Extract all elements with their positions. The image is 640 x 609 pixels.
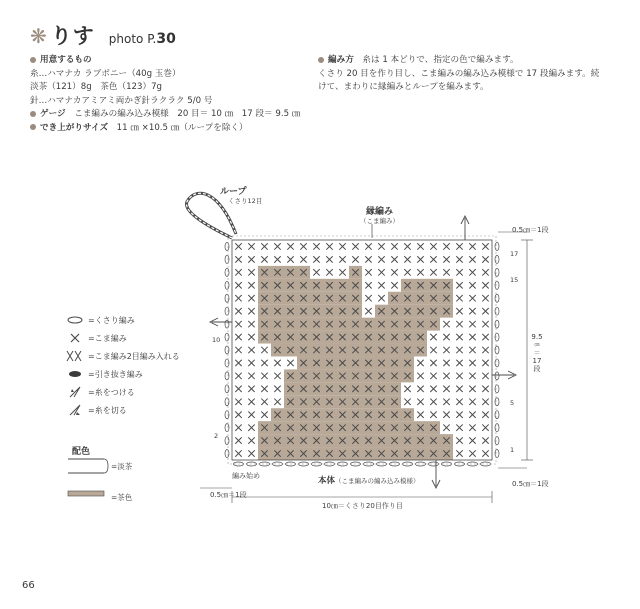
single-crochet-mark <box>300 256 306 262</box>
single-crochet-mark <box>339 256 345 262</box>
edge-sub-label: （こま編み） <box>360 217 399 225</box>
single-crochet-mark <box>443 360 449 366</box>
turning-chain-mark <box>495 346 499 354</box>
single-crochet-mark <box>430 256 436 262</box>
edge-label: 縁編み <box>366 207 394 217</box>
single-crochet-mark <box>482 437 488 443</box>
single-crochet-mark <box>417 373 423 379</box>
single-crochet-mark <box>443 243 449 249</box>
single-crochet-mark <box>456 360 462 366</box>
single-crochet-mark <box>248 243 254 249</box>
legend-label: =こま編み <box>88 333 127 343</box>
single-crochet-mark <box>469 334 475 340</box>
turning-chain-mark <box>225 320 229 328</box>
single-crochet-mark <box>287 256 293 262</box>
single-crochet-mark <box>261 386 267 392</box>
single-crochet-mark <box>482 386 488 392</box>
turning-chain-mark <box>495 437 499 445</box>
single-crochet-mark <box>391 256 397 262</box>
legend-label: =糸を切る <box>88 405 127 415</box>
method-line1: 糸は 1 本どりで、指定の色で編みます。 <box>362 55 519 65</box>
single-crochet-mark <box>248 321 254 327</box>
single-crochet-mark <box>469 386 475 392</box>
single-crochet-mark <box>456 295 462 301</box>
single-crochet-mark <box>365 295 371 301</box>
single-crochet-mark <box>456 321 462 327</box>
single-crochet-mark <box>391 243 397 249</box>
single-crochet-mark <box>482 373 488 379</box>
single-crochet-mark <box>456 412 462 418</box>
single-crochet-mark <box>235 437 241 443</box>
single-crochet-mark <box>352 243 358 249</box>
single-crochet-mark <box>326 269 332 275</box>
turning-chain-mark <box>495 320 499 328</box>
arrow-up <box>461 216 469 240</box>
page-title: りす <box>50 24 95 48</box>
turning-chain-mark <box>225 450 229 458</box>
corner-bottom-right-label: 0.5㎝＝1段 <box>512 480 549 488</box>
single-crochet-mark <box>443 347 449 353</box>
legend-label: =引き抜き編み <box>88 369 143 379</box>
single-crochet-mark <box>417 412 423 418</box>
single-crochet-mark <box>378 269 384 275</box>
materials-colors: 淡茶（121）8g 茶色（123）7g <box>30 82 162 93</box>
single-crochet-mark <box>482 399 488 405</box>
single-crochet-mark <box>404 399 410 405</box>
gauge-text: こま編みの編み込み模様 20 目＝ 10 ㎝ 17 段＝ 9.5 ㎝ <box>74 109 301 120</box>
single-crochet-mark <box>261 243 267 249</box>
single-crochet-mark <box>235 424 241 430</box>
single-crochet-mark <box>261 399 267 405</box>
single-crochet-mark <box>235 243 241 249</box>
single-crochet-mark <box>469 399 475 405</box>
single-crochet-mark <box>482 256 488 262</box>
row-label-15: 15 <box>510 276 519 284</box>
single-crochet-mark <box>391 282 397 288</box>
single-crochet-mark <box>287 243 293 249</box>
single-crochet-mark <box>482 269 488 275</box>
single-crochet-mark <box>482 334 488 340</box>
single-crochet-mark <box>378 256 384 262</box>
single-crochet-mark <box>248 450 254 456</box>
single-crochet-mark <box>391 269 397 275</box>
single-crochet-mark <box>261 256 267 262</box>
single-crochet-mark <box>287 360 293 366</box>
single-crochet-mark <box>469 450 475 456</box>
loop-label: ループ <box>220 187 247 197</box>
single-crochet-mark <box>248 386 254 392</box>
single-crochet-mark <box>456 424 462 430</box>
single-crochet-mark <box>235 321 241 327</box>
single-crochet-mark <box>469 437 475 443</box>
single-crochet-mark <box>365 256 371 262</box>
single-crochet-mark <box>443 373 449 379</box>
corner-bottom-left-label: 0.5㎝＝1段 <box>210 491 247 499</box>
single-crochet-mark <box>235 399 241 405</box>
turning-chain-mark <box>225 281 229 289</box>
single-crochet-mark <box>235 295 241 301</box>
single-crochet-mark <box>482 308 488 314</box>
single-crochet-mark <box>456 347 462 353</box>
single-crochet-mark <box>430 347 436 353</box>
turning-chain-mark <box>225 398 229 406</box>
single-crochet-mark <box>417 243 423 249</box>
single-crochet-mark <box>235 360 241 366</box>
turning-chain-mark <box>225 437 229 445</box>
single-crochet-mark <box>469 347 475 353</box>
single-crochet-mark <box>235 412 241 418</box>
single-crochet-mark <box>430 386 436 392</box>
single-crochet-mark <box>248 334 254 340</box>
single-crochet-mark <box>456 269 462 275</box>
single-crochet-mark <box>443 399 449 405</box>
single-crochet-mark <box>430 373 436 379</box>
materials-heading: 用意するもの <box>40 55 92 65</box>
single-crochet-mark <box>482 360 488 366</box>
single-crochet-mark <box>482 282 488 288</box>
single-crochet-mark <box>248 437 254 443</box>
turning-chain-mark <box>225 359 229 367</box>
single-crochet-mark <box>378 243 384 249</box>
height-label-part: ＝ <box>533 349 541 357</box>
single-crochet-mark <box>339 243 345 249</box>
single-crochet-mark <box>469 308 475 314</box>
height-label-part: 9.5 <box>531 333 543 341</box>
single-crochet-mark <box>482 243 488 249</box>
single-crochet-mark <box>235 269 241 275</box>
photo-page: 30 <box>156 31 176 47</box>
turning-chain-mark <box>495 385 499 393</box>
single-crochet-mark <box>456 308 462 314</box>
snowflake-icon: ❋ <box>30 24 47 48</box>
single-crochet-mark <box>261 412 267 418</box>
single-crochet-mark <box>261 347 267 353</box>
height-label <box>530 333 544 373</box>
color-legend-heading: 配色 <box>72 447 91 457</box>
single-crochet-mark <box>274 373 280 379</box>
single-crochet-mark <box>248 424 254 430</box>
single-crochet-mark <box>248 256 254 262</box>
single-crochet-mark <box>469 256 475 262</box>
row-label-2: 2 <box>214 432 219 440</box>
single-crochet-mark <box>235 282 241 288</box>
single-crochet-mark <box>235 308 241 314</box>
size-text: 11 ㎝ ×10.5 ㎝（ループを除く） <box>116 122 248 133</box>
single-crochet-mark <box>248 373 254 379</box>
single-crochet-mark <box>456 243 462 249</box>
turning-chain-mark <box>225 424 229 432</box>
single-crochet-mark <box>248 360 254 366</box>
materials-yarn: 糸…ハマナカ ラブボニー（40g 玉巻） <box>30 68 181 79</box>
single-crochet-mark <box>482 347 488 353</box>
single-crochet-mark <box>235 386 241 392</box>
single-crochet-mark <box>313 269 319 275</box>
single-crochet-mark <box>378 282 384 288</box>
body-sub-label: （こま編みの編み込み模様） <box>335 477 420 485</box>
single-crochet-mark <box>417 269 423 275</box>
single-crochet-mark <box>456 282 462 288</box>
legend-label: =こま編み2目編み入れる <box>88 351 180 361</box>
single-crochet-mark <box>235 334 241 340</box>
width-label: 10㎝＝くさり20目作り目 <box>322 502 403 510</box>
single-crochet-mark <box>248 308 254 314</box>
turning-chain-mark <box>495 333 499 341</box>
single-crochet-mark <box>313 243 319 249</box>
single-crochet-mark <box>248 412 254 418</box>
single-crochet-mark <box>430 243 436 249</box>
single-crochet-mark <box>274 399 280 405</box>
turning-chain-mark <box>495 255 499 263</box>
method-line3: けて、まわりに縁編みとループを編みます。 <box>318 82 489 93</box>
turning-chain-mark <box>225 294 229 302</box>
materials-needle: 針…ハマナカアミアミ両かぎ針ラクラク 5/0 号 <box>30 95 213 106</box>
single-crochet-mark <box>248 347 254 353</box>
single-crochet-mark <box>417 386 423 392</box>
single-crochet-mark <box>352 256 358 262</box>
legend-label: =糸をつける <box>88 387 135 397</box>
turning-chain-mark <box>225 411 229 419</box>
turning-chain-mark <box>225 346 229 354</box>
legend-label: =くさり編み <box>88 315 135 325</box>
loop-sub-label: くさり12目 <box>228 197 263 205</box>
turning-chain-mark <box>495 294 499 302</box>
single-crochet-mark <box>404 269 410 275</box>
method-line2: くさり 20 目を作り目し、こま編みの編み込み模様で 17 段編みます。続 <box>318 68 600 79</box>
single-crochet-mark <box>430 360 436 366</box>
single-crochet-mark <box>443 321 449 327</box>
turning-chain-mark <box>225 385 229 393</box>
single-crochet-mark <box>404 386 410 392</box>
turning-chain-mark <box>225 372 229 380</box>
single-crochet-mark <box>235 373 241 379</box>
height-label-part: 17 <box>532 357 542 365</box>
turning-chain-mark <box>495 359 499 367</box>
single-crochet-mark <box>326 243 332 249</box>
single-crochet-mark <box>417 360 423 366</box>
page-number: 66 <box>22 580 35 591</box>
single-crochet-mark <box>456 256 462 262</box>
turning-chain-mark <box>225 307 229 315</box>
single-crochet-mark <box>469 282 475 288</box>
row-label-1: 1 <box>510 446 515 454</box>
single-crochet-mark <box>248 282 254 288</box>
single-crochet-mark <box>430 412 436 418</box>
single-crochet-mark <box>482 295 488 301</box>
single-crochet-mark <box>482 321 488 327</box>
single-crochet-mark <box>339 269 345 275</box>
gauge-label: ゲージ <box>40 109 66 120</box>
photo-prefix: photo P. <box>108 32 157 46</box>
single-crochet-mark <box>235 347 241 353</box>
turning-chain-mark <box>225 333 229 341</box>
single-crochet-mark <box>326 256 332 262</box>
single-crochet-mark <box>378 295 384 301</box>
single-crochet-mark <box>456 373 462 379</box>
single-crochet-mark <box>300 243 306 249</box>
single-crochet-mark <box>235 450 241 456</box>
single-crochet-mark <box>456 399 462 405</box>
height-label-part: ㎝ <box>534 342 540 348</box>
corner-top-label: 0.5㎝＝1段 <box>512 226 549 234</box>
single-crochet-mark <box>456 386 462 392</box>
single-crochet-mark <box>469 424 475 430</box>
row-label-17: 17 <box>510 250 519 258</box>
turning-chain-mark <box>225 255 229 263</box>
single-crochet-mark <box>365 282 371 288</box>
row-label-10: 10 <box>212 336 221 344</box>
single-crochet-mark <box>404 243 410 249</box>
single-crochet-mark <box>482 450 488 456</box>
single-crochet-mark <box>469 243 475 249</box>
single-crochet-mark <box>261 360 267 366</box>
single-crochet-mark <box>430 269 436 275</box>
row-label-5: 5 <box>510 399 515 407</box>
turning-chain-mark <box>495 268 499 276</box>
turning-chain-mark <box>495 242 499 250</box>
turning-chain-mark <box>495 411 499 419</box>
turning-chain-mark <box>495 424 499 432</box>
single-crochet-mark <box>443 424 449 430</box>
single-crochet-mark <box>469 269 475 275</box>
single-crochet-mark <box>443 412 449 418</box>
turning-chain-mark <box>495 398 499 406</box>
single-crochet-mark <box>365 269 371 275</box>
single-crochet-mark <box>417 399 423 405</box>
single-crochet-mark <box>274 243 280 249</box>
single-crochet-mark <box>235 256 241 262</box>
single-crochet-mark <box>248 399 254 405</box>
single-crochet-mark <box>456 450 462 456</box>
single-crochet-mark <box>456 334 462 340</box>
single-crochet-mark <box>469 412 475 418</box>
turning-chain-mark <box>495 372 499 380</box>
turning-chain-mark <box>495 307 499 315</box>
start-label: 編み始め <box>232 472 260 480</box>
single-crochet-mark <box>443 386 449 392</box>
single-crochet-mark <box>313 256 319 262</box>
turning-chain-mark <box>495 450 499 458</box>
single-crochet-mark <box>365 308 371 314</box>
single-crochet-mark <box>248 269 254 275</box>
body-label: 本体 <box>318 476 336 486</box>
turning-chain-mark <box>495 281 499 289</box>
body-label-block <box>318 474 420 486</box>
single-crochet-mark <box>482 412 488 418</box>
single-crochet-mark <box>469 373 475 379</box>
method-heading: 編み方 <box>328 55 354 65</box>
single-crochet-mark <box>443 334 449 340</box>
single-crochet-mark <box>469 321 475 327</box>
size-label: でき上がりサイズ <box>40 122 109 133</box>
single-crochet-mark <box>430 399 436 405</box>
single-crochet-mark <box>365 243 371 249</box>
single-crochet-mark <box>274 386 280 392</box>
single-crochet-mark <box>274 360 280 366</box>
single-crochet-mark <box>443 269 449 275</box>
single-crochet-mark <box>430 334 436 340</box>
single-crochet-mark <box>417 256 423 262</box>
single-crochet-mark <box>261 373 267 379</box>
color-light-label: =淡茶 <box>111 462 133 471</box>
single-crochet-mark <box>482 424 488 430</box>
single-crochet-mark <box>456 437 462 443</box>
single-crochet-mark <box>469 360 475 366</box>
single-crochet-mark <box>404 256 410 262</box>
single-crochet-mark <box>248 295 254 301</box>
single-crochet-mark <box>443 256 449 262</box>
turning-chain-mark <box>225 268 229 276</box>
single-crochet-mark <box>274 256 280 262</box>
single-crochet-mark <box>469 295 475 301</box>
height-label-part: 段 <box>533 365 541 373</box>
turning-chain-mark <box>225 242 229 250</box>
color-dark-label: =茶色 <box>111 493 133 502</box>
